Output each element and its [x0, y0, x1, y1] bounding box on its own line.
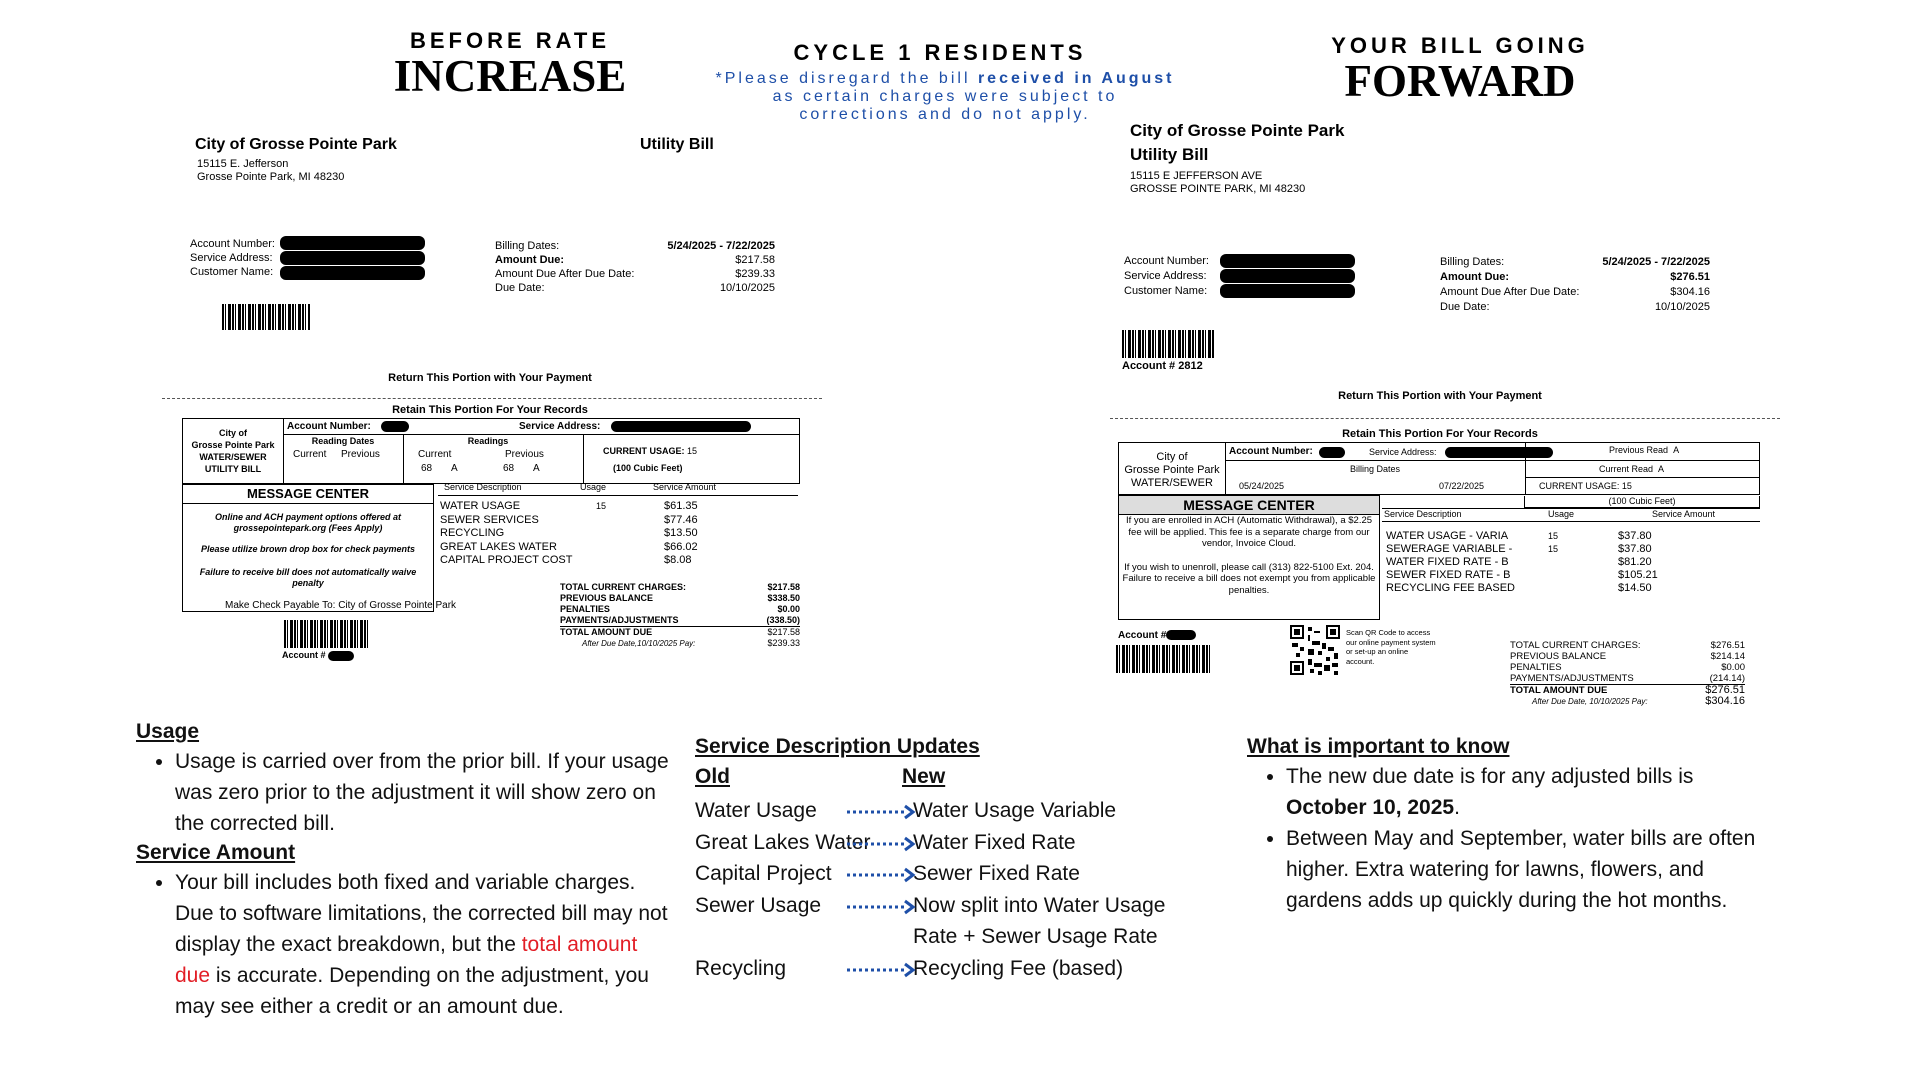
- old-total-value: $217.58: [767, 582, 800, 592]
- new-address-line2: GROSSE POINTE PARK, MI 48230: [1130, 183, 1306, 195]
- old-stub-city: [183, 427, 283, 475]
- old-readings-current-label: Current: [418, 449, 452, 460]
- old-service-desc: SEWER SERVICES: [440, 513, 539, 526]
- old-due-label: Due Date:: [495, 282, 545, 294]
- old-stub-city1: City of: [219, 428, 247, 438]
- old-stub-city2: Grosse Pointe Park: [191, 440, 275, 450]
- old-stub-acct-redaction: [381, 421, 409, 432]
- old-totals: [560, 582, 800, 649]
- new-stub-svc: Service Address:: [1369, 447, 1437, 457]
- new-total-label: PREVIOUS BALANCE: [1510, 651, 1607, 662]
- new-amount-due: $276.51: [1670, 271, 1710, 283]
- old-read-current: 68: [421, 463, 433, 474]
- dotted-arrow-icon: [845, 898, 917, 916]
- new-msg2: If you wish to unenroll, please call (313) 822-5100 Ext. 204. Failure to receive a bill does not exempt you from applicable penalties.: [1122, 561, 1376, 596]
- new-service-row: [1382, 582, 1760, 595]
- old-cur-usage: [603, 446, 697, 457]
- old-msg2: grossepointepark.org (Fees Apply): [233, 523, 383, 533]
- old-bottom-barcode: [284, 620, 370, 648]
- old-cur-usage-label: CURRENT USAGE:: [603, 446, 685, 456]
- old-message-center: [182, 484, 434, 612]
- old-col-usage: Usage: [580, 482, 607, 492]
- service-amount-bullet: [175, 867, 676, 1022]
- important-title: What is important to know: [1247, 735, 1510, 758]
- new-service-row: [1382, 543, 1760, 556]
- new-billing-dates-label: Billing Dates: [1349, 464, 1401, 474]
- old-stub-svc-redaction: [611, 421, 751, 432]
- new-service-usage: 15: [1548, 544, 1559, 554]
- new-bd-end: 07/22/2025: [1439, 481, 1485, 491]
- service-amount-title: Service Amount: [136, 841, 296, 864]
- dotted-arrow-icon: [845, 961, 917, 979]
- old-total-row: [560, 582, 800, 593]
- new-amount-due-label: Amount Due:: [1440, 271, 1510, 283]
- old-service-desc: GREAT LAKES WATER: [440, 540, 557, 553]
- new-after-val: $304.16: [1705, 695, 1745, 707]
- old-reading-dates: Reading Dates: [311, 436, 375, 446]
- new-service-desc: SEWERAGE VARIABLE -: [1386, 543, 1513, 555]
- dotted-arrow-icon: [845, 866, 917, 884]
- old-account-redaction: [280, 236, 425, 250]
- update-old: Great Lakes Water: [695, 830, 871, 854]
- old-divider: [162, 398, 822, 399]
- new-bottom-barcode: [1116, 645, 1212, 673]
- before-heading-line2: INCREASE: [393, 51, 627, 101]
- cycle-notice: [700, 70, 1190, 124]
- old-cur-usage-val: 15: [687, 446, 698, 456]
- old-col-amount: Service Amount: [653, 482, 717, 492]
- old-barcode: [222, 304, 310, 330]
- new-service-row: [1382, 530, 1760, 543]
- old-service-redaction: [280, 251, 425, 265]
- old-total-row: [560, 593, 800, 604]
- old-service-row: [438, 500, 798, 514]
- new-col-amount: Service Amount: [1652, 509, 1716, 519]
- old-return-portion: Return This Portion with Your Payment: [388, 372, 592, 384]
- service-amount-text-b: is accurate. Depending on the adjustment, you may see either a credit or an amount due.: [175, 964, 649, 1018]
- old-address-line2: Grosse Pointe Park, MI 48230: [197, 171, 345, 183]
- old-stub-acct: Account Number:: [287, 421, 371, 432]
- old-msg3: Please utilize brown drop box for check payments: [200, 544, 416, 554]
- new-total-value: (214.14): [1709, 673, 1745, 684]
- new-cur-read-label: Current Read: [1599, 464, 1654, 474]
- old-billing-label: Billing Dates:: [495, 240, 560, 252]
- old-stub-header: [182, 418, 800, 484]
- old-service-row: [438, 514, 798, 528]
- old-service-amount: $66.02: [664, 540, 698, 553]
- new-cur-read-a: A: [1658, 464, 1665, 474]
- new-billing-label: Billing Dates:: [1440, 256, 1505, 268]
- usage-bullet: • Usage is carried over from the prior bill. If your usage was zero prior to the adjustment it will show zero on the corrected bill.: [175, 746, 676, 839]
- new-msg1: If you are enrolled in ACH (Automatic Withdrawal), a $2.25 fee will be applied. This fee is a separate charge from our vendor, Invoice Cloud.: [1125, 515, 1373, 549]
- new-address-line1: 15115 E JEFFERSON AVE: [1130, 170, 1263, 182]
- new-service-row: [1382, 569, 1760, 582]
- new-after-due: $304.16: [1670, 286, 1710, 298]
- new-total-value: $214.14: [1710, 651, 1745, 662]
- new-service-amount: $81.20: [1618, 556, 1652, 568]
- important-bullet-2: • Between May and September, water bills are often higher. Extra watering for lawns, flowers, and gardens adds up quickly during the hot months.: [1286, 823, 1777, 916]
- notice-part-a: *Please disregard the bill: [715, 70, 978, 87]
- cycle-title: CYCLE 1 RESIDENTS: [793, 40, 1087, 65]
- old-read-previous: 68: [503, 463, 515, 474]
- old-after-label: After Due Date,10/10/2025 Pay:: [582, 639, 696, 648]
- old-billing-dates: 5/24/2025 - 7/22/2025: [667, 240, 775, 252]
- after-heading-line2: FORWARD: [1344, 56, 1576, 106]
- old-col-desc: Service Description: [444, 482, 522, 492]
- update-new: Water Usage Variable: [913, 799, 1117, 822]
- old-amount-due: $217.58: [735, 254, 775, 266]
- new-bill: [1110, 120, 1790, 720]
- new-barcode: [1122, 330, 1214, 358]
- new-service-desc: WATER FIXED RATE - B: [1386, 556, 1509, 568]
- new-billing-dates: 5/24/2025 - 7/22/2025: [1602, 256, 1710, 268]
- dotted-arrow-icon: [845, 803, 917, 821]
- new-account-redaction: [1220, 254, 1355, 268]
- update-old: Recycling: [695, 956, 787, 980]
- updates-new-label: New: [902, 765, 946, 788]
- old-acct-hash-redaction: [328, 651, 354, 661]
- new-due-date: 10/10/2025: [1654, 301, 1710, 313]
- update-old: Water Usage: [695, 799, 817, 822]
- new-services: [1382, 508, 1760, 595]
- update-new: Recycling Fee (based): [913, 956, 1124, 980]
- old-unit: (100 Cubic Feet): [613, 463, 683, 473]
- old-total-due-label: TOTAL AMOUNT DUE: [560, 627, 653, 637]
- old-bill-title: Utility Bill: [640, 136, 714, 153]
- old-total-label: PREVIOUS BALANCE: [560, 593, 654, 603]
- update-row: [695, 890, 1215, 922]
- new-account-label: Account Number:: [1124, 255, 1209, 267]
- old-service-label: Service Address:: [190, 252, 273, 264]
- old-service-amount: $77.46: [664, 513, 698, 526]
- new-total-label: PAYMENTS/ADJUSTMENTS: [1510, 673, 1634, 684]
- new-stub-acct-redaction: [1319, 447, 1345, 458]
- old-stub-ws: WATER/SEWER: [199, 452, 267, 462]
- new-cur-read: [1599, 464, 1664, 475]
- old-acct-hash: [282, 650, 354, 661]
- new-return-portion: Return This Portion with Your Payment: [1338, 390, 1542, 402]
- update-new: Rate + Sewer Usage Rate: [913, 925, 1158, 948]
- new-total-value: $276.51: [1710, 640, 1745, 651]
- old-payable: Make Check Payable To: City of Grosse Pointe Park: [225, 600, 457, 611]
- new-totals: [1510, 640, 1745, 708]
- usage-title: Usage: [136, 720, 200, 743]
- new-message-title: MESSAGE CENTER: [1119, 496, 1379, 515]
- new-stub-city2: Grosse Pointe Park: [1124, 464, 1220, 476]
- notice-part-c: as certain charges were subject to: [772, 88, 1118, 105]
- new-col-usage: Usage: [1548, 509, 1575, 519]
- old-service-row: [438, 554, 798, 568]
- new-prev-read-label: Previous Read: [1609, 445, 1669, 455]
- update-new: Water Fixed Rate: [913, 830, 1076, 854]
- old-service-amount: $8.08: [664, 554, 692, 566]
- old-service-usage: 15: [596, 501, 607, 511]
- important-b1-b: October 10, 2025: [1286, 796, 1455, 819]
- old-service-desc: RECYCLING: [440, 527, 505, 539]
- new-total-label: PENALTIES: [1510, 662, 1562, 673]
- new-after-due-label: Amount Due After Due Date:: [1440, 286, 1580, 298]
- new-total-label: TOTAL CURRENT CHARGES:: [1510, 640, 1641, 651]
- new-service-label: Service Address:: [1124, 270, 1207, 282]
- new-total-row: [1510, 662, 1745, 673]
- old-after-due: $239.33: [735, 268, 775, 280]
- old-msg1: Online and ACH payment options offered at: [214, 512, 402, 522]
- new-service-amount: $14.50: [1618, 582, 1652, 594]
- old-services: [438, 482, 798, 568]
- new-service-desc: WATER USAGE - VARIA: [1386, 530, 1509, 542]
- usage-section: [136, 718, 676, 1022]
- update-new: Sewer Fixed Rate: [913, 862, 1080, 885]
- update-new: Now split into Water Usage: [913, 893, 1166, 917]
- old-customer-label: Customer Name:: [190, 266, 274, 278]
- new-service-amount: $37.80: [1618, 530, 1652, 542]
- new-stub-ws: WATER/SEWER: [1131, 477, 1213, 489]
- old-total-label: PENALTIES: [560, 604, 610, 614]
- notice-part-d: corrections and do not apply.: [799, 106, 1091, 123]
- new-prev-read: [1609, 445, 1679, 456]
- old-after-due-label: Amount Due After Due Date:: [495, 268, 635, 280]
- old-customer-redaction: [280, 266, 425, 280]
- important-b1-a: The new due date is for any adjusted bills is: [1286, 765, 1694, 788]
- old-service-desc: CAPITAL PROJECT COST: [440, 554, 573, 566]
- old-due-date: 10/10/2025: [719, 282, 775, 294]
- new-due-label: Due Date:: [1440, 301, 1490, 313]
- new-total-row: [1510, 673, 1745, 684]
- before-heading-line1: BEFORE RATE: [409, 28, 611, 53]
- new-acct-hash-redaction: [1166, 630, 1196, 640]
- new-service-desc: SEWER FIXED RATE - B: [1386, 569, 1511, 581]
- important-bullet-1: [1286, 761, 1777, 823]
- new-total-row: [1510, 640, 1745, 651]
- old-address-line1: 15115 E. Jefferson: [197, 158, 289, 170]
- old-service-amount: $61.35: [664, 500, 698, 512]
- old-stub-ub: UTILITY BILL: [204, 464, 262, 474]
- important-b1-c: .: [1454, 796, 1460, 819]
- update-row: [695, 858, 1215, 890]
- qr-code-icon: [1290, 625, 1340, 675]
- new-message-center: [1118, 495, 1380, 620]
- old-service-row: [438, 541, 798, 555]
- updates-old-label: Old: [695, 765, 730, 788]
- old-total-label: PAYMENTS/ADJUSTMENTS: [560, 615, 679, 625]
- old-total-value: $0.00: [777, 604, 800, 614]
- new-col-desc: Service Description: [1384, 509, 1462, 519]
- old-total-value: (338.50): [766, 615, 800, 625]
- new-acct-hash: [1118, 630, 1196, 642]
- new-after-label: After Due Date, 10/10/2025 Pay:: [1532, 697, 1648, 706]
- new-acct-hash-label: Account #: [1118, 630, 1167, 641]
- old-readings: Readings: [467, 436, 509, 446]
- new-bd-start: 05/24/2025: [1239, 481, 1285, 491]
- new-stub-header: [1118, 442, 1760, 495]
- update-old: Capital Project: [695, 862, 832, 885]
- old-total-row: [560, 615, 800, 626]
- old-readings-previous-label: Previous: [505, 449, 544, 460]
- old-current-label: Current: [293, 449, 327, 460]
- new-total-value: $0.00: [1721, 662, 1745, 673]
- old-read-current-a: A: [451, 463, 458, 474]
- old-service-amount: $13.50: [664, 527, 698, 539]
- new-bill-title: Utility Bill: [1130, 145, 1209, 164]
- updates-section: [695, 733, 1215, 993]
- old-acct-hash-label: Account #: [282, 650, 326, 660]
- qr-text: Scan QR Code to access our online payment system or set-up an online account.: [1346, 628, 1436, 666]
- new-stub-acct: Account Number:: [1229, 446, 1313, 457]
- old-service-desc: WATER USAGE: [440, 500, 521, 512]
- after-heading-line1: YOUR BILL GOING: [1331, 33, 1589, 58]
- update-row: [695, 921, 1215, 953]
- old-read-previous-a: A: [533, 463, 540, 474]
- new-total-due: $276.51: [1705, 684, 1745, 696]
- old-previous-label: Previous: [341, 449, 380, 460]
- old-retain-portion: Retain This Portion For Your Records: [392, 404, 588, 416]
- new-total-due-label: TOTAL AMOUNT DUE: [1510, 685, 1608, 696]
- old-account-label: Account Number:: [190, 238, 275, 250]
- new-city-name: City of Grosse Pointe Park: [1130, 121, 1345, 140]
- old-total-label: TOTAL CURRENT CHARGES:: [560, 582, 686, 592]
- update-old: Sewer Usage: [695, 893, 822, 917]
- update-row: [695, 953, 1215, 985]
- new-divider: [1110, 418, 1780, 419]
- new-unit: (100 Cubic Feet): [1524, 496, 1760, 508]
- old-amount-due-label: Amount Due:: [495, 254, 565, 266]
- new-stub-city: [1119, 451, 1225, 490]
- new-service-desc: RECYCLING FEE BASED: [1386, 582, 1515, 594]
- service-amount-text-a: Your bill includes both fixed and variable charges. Due to software limitations, the corrected bill may not display the exact breakdown, but the: [175, 871, 668, 956]
- old-city-name: City of Grosse Pointe Park: [195, 136, 397, 153]
- new-account-number: Account # 2812: [1122, 360, 1203, 372]
- new-total-row: [1510, 651, 1745, 662]
- old-message-title: MESSAGE CENTER: [183, 485, 433, 504]
- new-stub-city1: City of: [1156, 451, 1188, 463]
- updates-title: Service Description Updates: [695, 735, 980, 758]
- new-service-amount: $37.80: [1618, 543, 1652, 555]
- new-service-usage: 15: [1548, 531, 1559, 541]
- new-service-row: [1382, 556, 1760, 569]
- old-after-val: $239.33: [767, 638, 800, 648]
- new-service-amount: $105.21: [1618, 569, 1658, 581]
- important-section: [1247, 733, 1777, 916]
- new-stub-svc-redaction: [1445, 447, 1553, 458]
- update-row: [695, 795, 1215, 827]
- old-total-due: $217.58: [767, 627, 800, 637]
- old-bill: [150, 130, 830, 670]
- new-customer-redaction: [1220, 284, 1355, 298]
- update-row: [695, 827, 1215, 859]
- service-amount-red: total amount due: [175, 933, 638, 987]
- old-msg4: Failure to receive bill does not automatically waive penalty: [199, 567, 417, 588]
- old-total-row: [560, 604, 800, 615]
- new-prev-read-a: A: [1673, 445, 1680, 455]
- old-stub-svc: Service Address:: [519, 421, 601, 432]
- new-service-redaction: [1220, 269, 1355, 283]
- old-service-row: [438, 527, 798, 541]
- dotted-arrow-icon: [845, 835, 917, 853]
- new-cur-usage: CURRENT USAGE: 15: [1539, 481, 1632, 491]
- new-retain-portion: Retain This Portion For Your Records: [1342, 428, 1538, 440]
- notice-part-b: received in August: [977, 70, 1175, 87]
- new-customer-label: Customer Name:: [1124, 285, 1208, 297]
- old-total-value: $338.50: [767, 593, 800, 603]
